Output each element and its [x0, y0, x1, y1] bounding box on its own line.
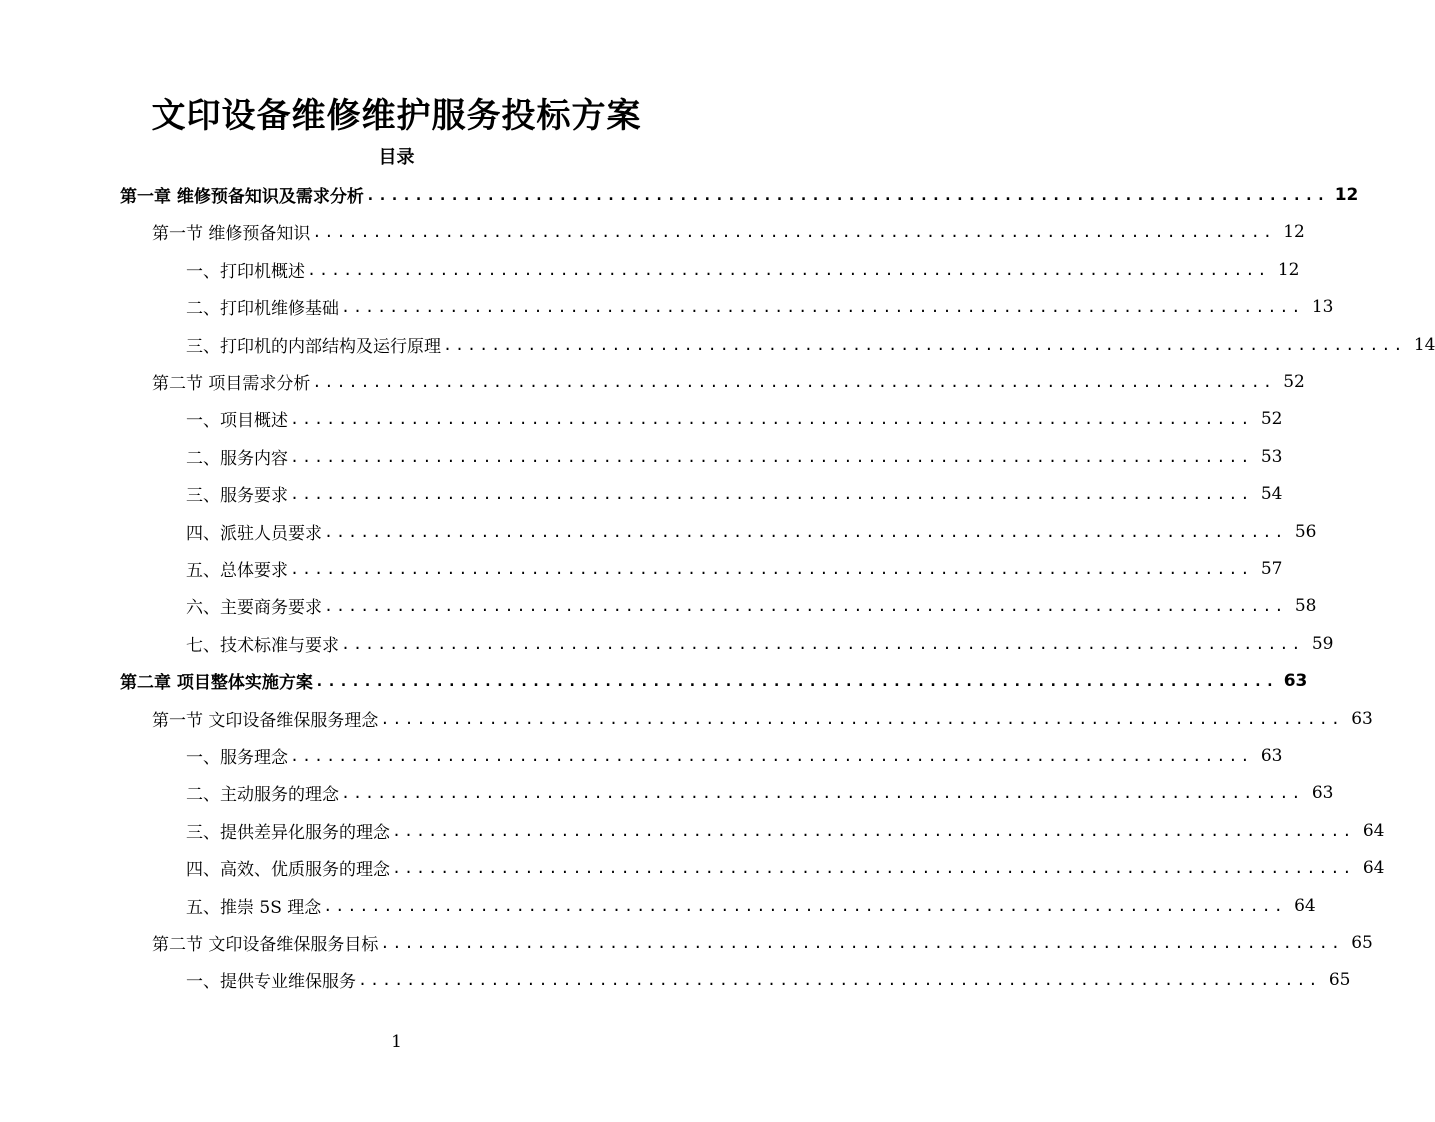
toc-entry-label: 第二章 项目整体实施方案 [120, 673, 313, 693]
toc-entry-label: 三、提供差异化服务的理念 [186, 823, 390, 843]
toc-entry-page: 64 [1294, 895, 1316, 916]
toc-subsection-entry[interactable] [186, 961, 1351, 998]
toc-dot-leader: ................................................................................ [323, 896, 1286, 915]
toc-entry-label: 三、打印机的内部结构及运行原理 [186, 337, 441, 357]
toc-dot-leader: ................................................................................ [443, 335, 1406, 354]
toc-subsection-entry[interactable] [186, 438, 1283, 475]
toc-entry-label: 一、打印机概述 [186, 262, 305, 282]
toc-subsection-entry[interactable] [186, 513, 1317, 550]
toc-dot-leader: ................................................................................ [290, 484, 1253, 503]
toc-entry-page: 65 [1351, 932, 1373, 953]
document-title: 文印设备维修维护服务投标方案 [151, 96, 642, 136]
toc-subsection-entry[interactable] [186, 887, 1316, 924]
toc-entry-page: 64 [1362, 820, 1385, 841]
toc-dot-leader: ................................................................................ [341, 634, 1304, 653]
toc-subsection-entry[interactable] [186, 400, 1283, 437]
toc-section-entry[interactable] [152, 924, 1373, 961]
toc-subsection-entry[interactable] [186, 587, 1317, 624]
toc-entry-page: 12 [1283, 221, 1305, 242]
toc-subsection-entry[interactable] [186, 774, 1334, 811]
toc-dot-leader: ................................................................................ [380, 709, 1343, 728]
toc-entry-label: 二、主动服务的理念 [186, 785, 339, 805]
toc-entry-page: 58 [1294, 595, 1317, 616]
toc-entry-page: 52 [1260, 408, 1283, 429]
toc-entry-label: 七、技术标准与要求 [186, 636, 339, 656]
toc-section-entry[interactable] [152, 700, 1373, 737]
toc-entry-page: 14 [1413, 334, 1435, 355]
toc-entry-page: 63 [1351, 708, 1373, 729]
toc-entry-page: 56 [1294, 521, 1317, 542]
toc-dot-leader: ................................................................................ [290, 409, 1253, 428]
toc-entry-label: 第二节 文印设备维保服务目标 [152, 935, 379, 955]
toc-entry-label: 第一节 维修预备知识 [152, 224, 311, 244]
toc-entry-label: 三、服务要求 [186, 486, 288, 506]
toc-subsection-entry[interactable] [186, 737, 1283, 774]
toc-entry-label: 一、提供专业维保服务 [186, 972, 356, 992]
toc-entry-label: 一、项目概述 [186, 411, 288, 431]
toc-dot-leader: ................................................................................ [341, 297, 1304, 316]
toc-dot-leader: ................................................................................ [365, 185, 1329, 204]
toc-subsection-entry[interactable] [186, 625, 1334, 662]
toc-subsection-entry[interactable] [186, 288, 1334, 325]
toc-chapter-entry[interactable] [120, 176, 1359, 213]
toc-dot-leader: ................................................................................ [392, 821, 1355, 840]
toc-dot-leader: ................................................................................ [324, 522, 1287, 541]
toc-subsection-entry[interactable] [186, 849, 1385, 886]
toc-dot-leader: ................................................................................ [392, 858, 1355, 877]
toc-dot-leader: ................................................................................ [324, 596, 1287, 615]
toc-entry-label: 一、服务理念 [186, 748, 288, 768]
toc-entry-label: 第一章 维修预备知识及需求分析 [120, 187, 364, 207]
toc-entry-page: 54 [1260, 483, 1283, 504]
toc-section-entry[interactable] [152, 213, 1305, 250]
toc-entry-page: 13 [1311, 296, 1334, 317]
toc-dot-leader: ................................................................................ [312, 222, 1275, 241]
toc-subsection-entry[interactable] [186, 812, 1385, 849]
toc-entry-page: 65 [1328, 969, 1351, 990]
toc-entry-page: 12 [1334, 184, 1359, 205]
toc-entry-label: 五、总体要求 [186, 561, 288, 581]
toc-dot-leader: ................................................................................ [358, 970, 1321, 989]
toc-entry-page: 57 [1260, 558, 1283, 579]
toc-entry-page: 52 [1283, 371, 1305, 392]
toc-entry-page: 63 [1283, 670, 1308, 691]
toc-entry-label: 五、推崇 5S 理念 [186, 898, 322, 918]
toc-entry-page: 63 [1260, 745, 1283, 766]
toc-entry-page: 64 [1362, 857, 1385, 878]
toc-section-entry[interactable] [152, 363, 1305, 400]
toc-dot-leader: ................................................................................ [312, 372, 1275, 391]
toc-entry-label: 四、高效、优质服务的理念 [186, 860, 390, 880]
toc-entry-page: 53 [1260, 446, 1283, 467]
toc-dot-leader: ................................................................................ [341, 783, 1304, 802]
toc-subsection-entry[interactable] [186, 251, 1300, 288]
toc-entry-label: 第二节 项目需求分析 [152, 374, 311, 394]
toc-dot-leader: ................................................................................ [290, 746, 1253, 765]
toc-dot-leader: ................................................................................ [307, 260, 1270, 279]
toc-entry-page: 12 [1277, 259, 1300, 280]
page-number: 1 [391, 1032, 402, 1052]
toc-dot-leader: ................................................................................ [380, 933, 1343, 952]
toc-chapter-entry[interactable] [120, 662, 1308, 699]
toc-subsection-entry[interactable] [186, 475, 1283, 512]
toc-subsection-entry[interactable] [186, 326, 1435, 363]
toc-entry-label: 二、服务内容 [186, 449, 288, 469]
toc-entry-label: 六、主要商务要求 [186, 598, 322, 618]
toc-entry-label: 四、派驻人员要求 [186, 524, 322, 544]
toc-dot-leader: ................................................................................ [290, 447, 1253, 466]
toc-entry-page: 59 [1311, 633, 1334, 654]
toc-heading: 目录 [378, 147, 415, 168]
toc-dot-leader: ................................................................................ [290, 559, 1253, 578]
toc-entry-label: 二、打印机维修基础 [186, 299, 339, 319]
toc-entry-label: 第一节 文印设备维保服务理念 [152, 711, 379, 731]
toc-dot-leader: ................................................................................ [314, 671, 1278, 690]
toc-entry-page: 63 [1311, 782, 1334, 803]
toc-subsection-entry[interactable] [186, 550, 1283, 587]
